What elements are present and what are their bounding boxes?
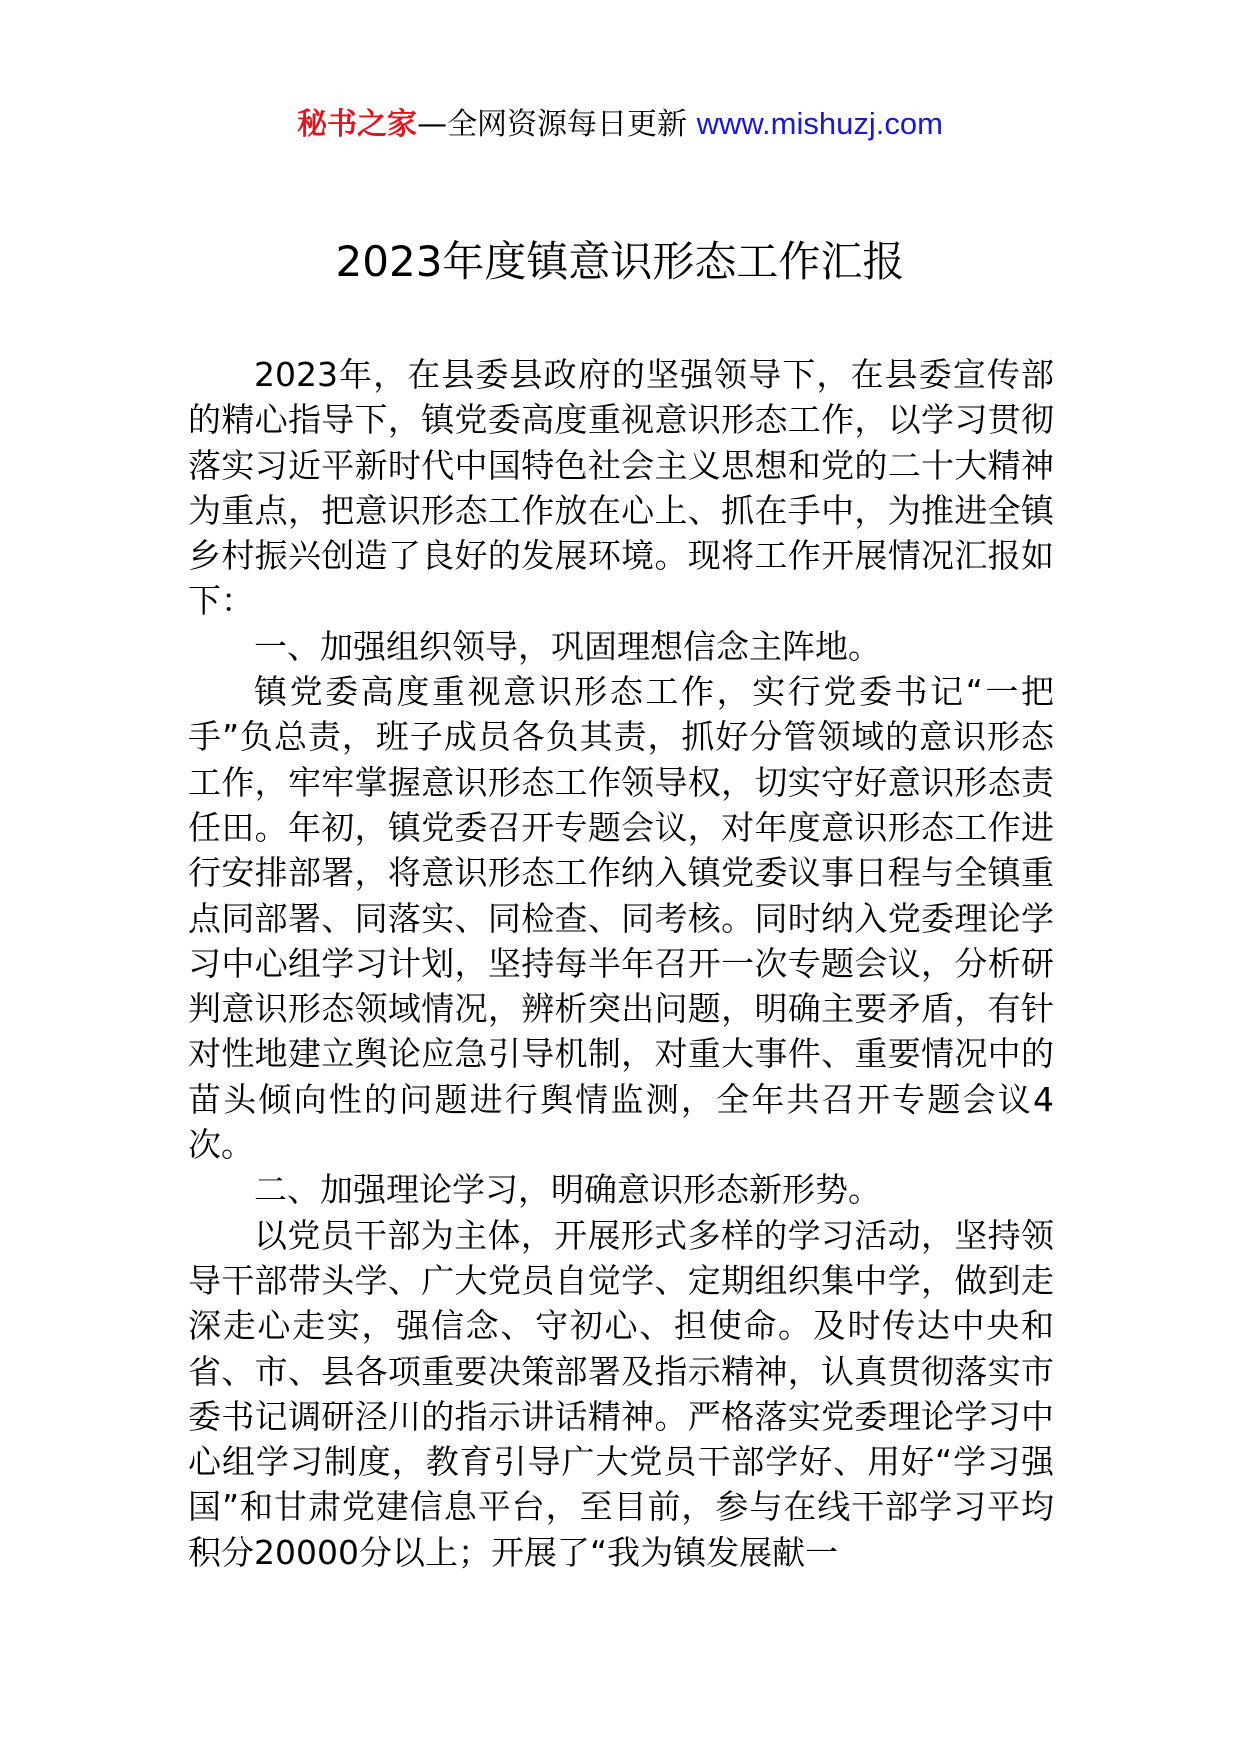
document-title: 2023年度镇意识形态工作汇报 xyxy=(335,237,905,286)
paragraph-intro: 2023年，在县委县政府的坚强领导下，在县委宣传部的精心指导下，镇党委高度重视意识形态工作，以学习贯彻落实习近平新时代中国特色社会主义思想和党的二十大精神为重点，把意识形态工作放在心上、抓在手中，为推进全镇乡村振兴创造了良好的发展环境。现将工作开展情况汇报如下： xyxy=(188,355,1054,621)
section-heading-2: 二、加强理论学习，明确意识形态新形势。 xyxy=(254,1170,881,1210)
section-heading-1: 一、加强组织领导，巩固理想信念主阵地。 xyxy=(254,626,881,666)
paragraph-section-2: 以党员干部为主体，开展形式多样的学习活动，坚持领导干部带头学、广大党员自觉学、定期组织集中学，做到走深走心走实，强信念、守初心、担使命。及时传达中央和省、市、县各项重要决策部署及指示精神，认真贯彻落实市委书记调研泾川的指示讲话精神。严格落实党委理论学习中心组学习制度，教育引导广大党员干部学好、用好“学习强国”和甘肃党建信息平台，至目前，参与在线干部学习平均积分20000分以上；开展了“我为镇发展献一 xyxy=(188,1215,1054,1572)
site-url-link[interactable]: www.mishuzj.com xyxy=(696,106,943,141)
site-header xyxy=(0,102,1240,147)
site-brand: 秘书之家 xyxy=(297,107,418,142)
document-body xyxy=(188,352,1054,1575)
paragraph-section-1: 镇党委高度重视意识形态工作，实行党委书记“一把手”负总责，班子成员各负其责，抓好分管领域的意识形态工作，牢牢掌握意识形态工作领导权，切实守好意识形态责任田。年初，镇党委召开专题会议，对年度意识形态工作进行安排部署，将意识形态工作纳入镇党委议事日程与全镇重点同部署、同落实、同检查、同考核。同时纳入党委理论学习中心组学习计划，坚持每半年召开一次专题会议，分析研判意识形态领域情况，辨析突出问题，明确主要矛盾，有针对性地建立舆论应急引导机制，对重大事件、重要情况中的苗头倾向性的问题进行舆情监测，全年共召开专题会议4次。 xyxy=(188,672,1054,1165)
site-tagline: —全网资源每日更新 xyxy=(417,107,697,142)
